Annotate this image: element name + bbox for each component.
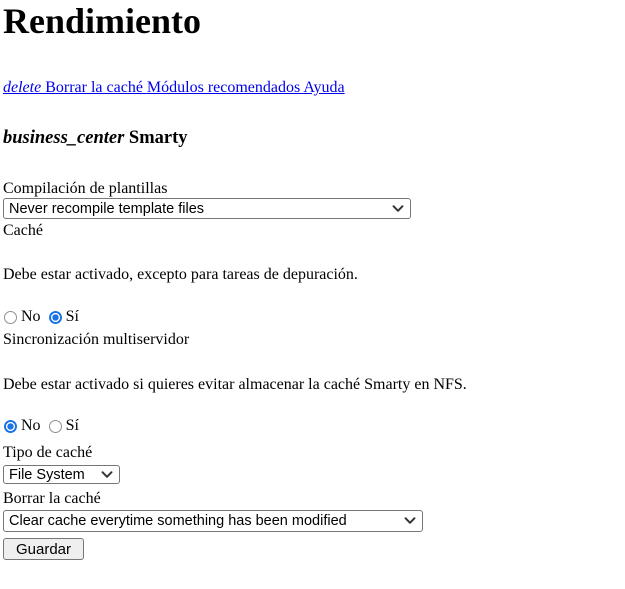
multi-server-label: Sincronización multiservidor	[3, 331, 190, 348]
multi-server-radio-si[interactable]	[49, 420, 62, 433]
clear-cache-link[interactable]	[3, 79, 143, 96]
multi-server-help-text: Debe estar activado si quieres evitar almacenar la caché Smarty en NFS.	[3, 376, 467, 393]
cache-radio-no-label: No	[21, 308, 41, 325]
toolbar	[3, 79, 625, 97]
caching-type-select-wrap	[3, 465, 120, 484]
caching-type-label: Tipo de caché	[3, 444, 93, 461]
section-title-smarty	[3, 127, 625, 149]
multi-server-radio-group	[3, 417, 625, 435]
recommended-modules-link[interactable]: Módulos recomendados	[146, 79, 301, 96]
multi-server-radio-no-label: No	[21, 417, 41, 434]
save-button[interactable]: Guardar	[3, 538, 84, 560]
section-title-label: Smarty	[128, 128, 188, 148]
multi-server-radio-si-label: Sí	[65, 417, 79, 434]
cache-radio-group	[3, 308, 625, 326]
multi-server-radio-option-no[interactable]	[4, 417, 41, 435]
delete-icon: delete	[3, 79, 42, 96]
template-compilation-select[interactable]	[3, 198, 411, 219]
business-center-icon: business_center	[3, 128, 125, 148]
help-link[interactable]: Ayuda	[303, 79, 345, 96]
template-compilation-select-wrap	[3, 198, 411, 219]
clear-cache-setting-select-wrap	[3, 510, 423, 532]
page-title: Rendimiento	[3, 1, 201, 41]
clear-cache-setting-label: Borrar la caché	[3, 490, 101, 507]
cache-help-text: Debe estar activado, excepto para tareas de depuración.	[3, 266, 358, 283]
cache-radio-option-no[interactable]	[4, 308, 41, 326]
multi-server-radio-no[interactable]	[4, 420, 17, 433]
caching-type-select[interactable]	[3, 465, 120, 484]
clear-cache-setting-select[interactable]	[3, 510, 423, 532]
cache-label: Caché	[3, 222, 43, 239]
clear-cache-link-label: Borrar la caché	[45, 79, 143, 96]
cache-radio-si-label: Sí	[65, 308, 79, 325]
cache-radio-no[interactable]	[4, 311, 17, 324]
multi-server-radio-option-si[interactable]	[49, 417, 79, 435]
cache-radio-si[interactable]	[49, 311, 62, 324]
template-compilation-label: Compilación de plantillas	[3, 180, 168, 197]
cache-radio-option-si[interactable]	[49, 308, 79, 326]
